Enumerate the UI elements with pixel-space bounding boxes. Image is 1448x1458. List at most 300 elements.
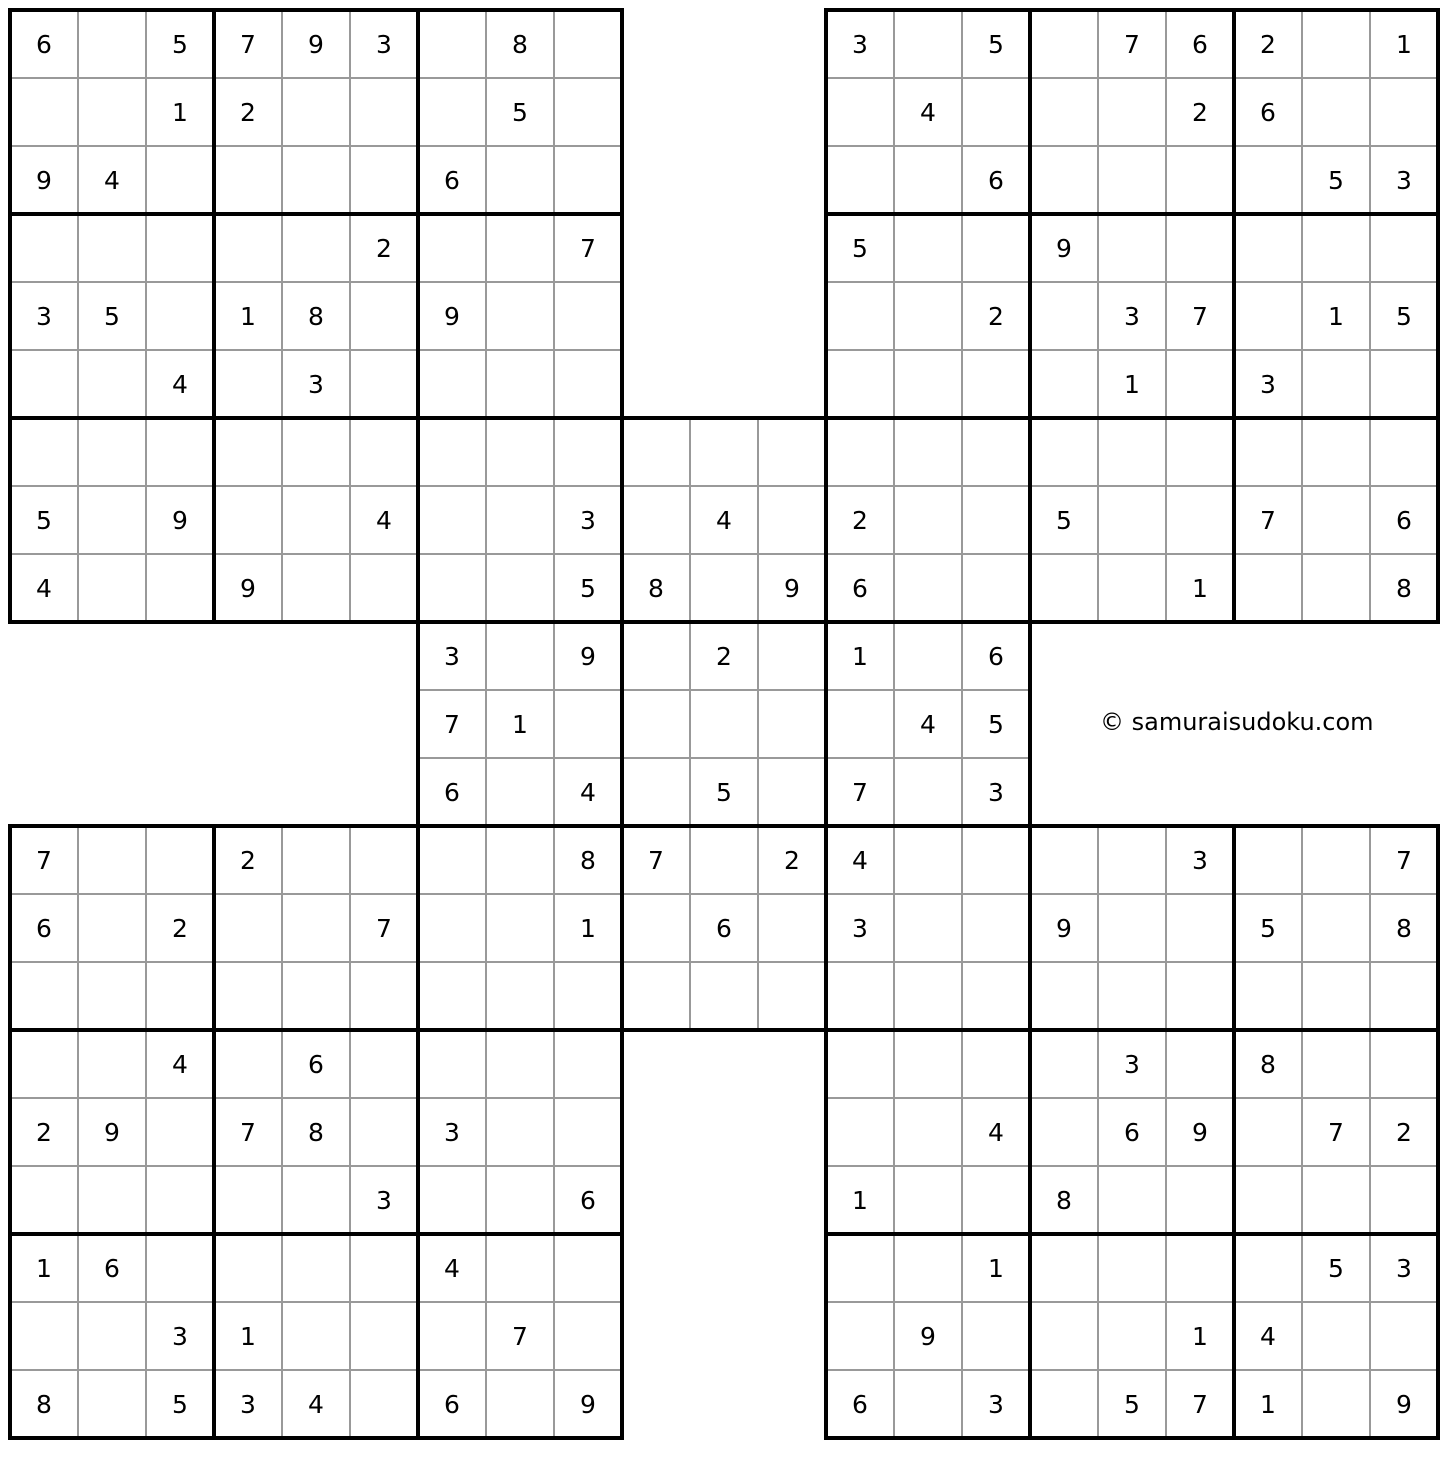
empty-cell[interactable] (758, 894, 826, 962)
given-cell: 6 (1234, 78, 1302, 146)
given-cell: 9 (78, 1098, 146, 1166)
empty-cell[interactable] (1302, 826, 1370, 894)
empty-cell[interactable] (554, 1234, 622, 1302)
empty-cell[interactable] (146, 962, 214, 1030)
empty-cell[interactable] (1030, 10, 1098, 78)
empty-cell[interactable] (1234, 962, 1302, 1030)
empty-cell[interactable] (894, 418, 962, 486)
empty-cell[interactable] (554, 1098, 622, 1166)
empty-cell[interactable] (894, 1234, 962, 1302)
empty-cell[interactable] (350, 1098, 418, 1166)
empty-cell[interactable] (418, 894, 486, 962)
empty-cell[interactable] (1302, 78, 1370, 146)
empty-cell[interactable] (418, 350, 486, 418)
empty-cell[interactable] (282, 554, 350, 622)
given-cell: 3 (554, 486, 622, 554)
empty-cell[interactable] (554, 146, 622, 214)
empty-cell[interactable] (78, 894, 146, 962)
empty-cell[interactable] (962, 1166, 1030, 1234)
empty-cell[interactable] (486, 418, 554, 486)
empty-cell[interactable] (1234, 214, 1302, 282)
given-cell: 6 (962, 146, 1030, 214)
empty-cell[interactable] (486, 622, 554, 690)
empty-cell[interactable] (1234, 1166, 1302, 1234)
empty-cell[interactable] (1098, 1166, 1166, 1234)
empty-cell[interactable] (894, 1098, 962, 1166)
empty-cell[interactable] (690, 690, 758, 758)
empty-cell[interactable] (78, 1370, 146, 1438)
given-cell: 3 (146, 1302, 214, 1370)
empty-cell[interactable] (894, 1166, 962, 1234)
given-cell: 1 (1166, 554, 1234, 622)
given-cell: 1 (1166, 1302, 1234, 1370)
empty-cell[interactable] (418, 554, 486, 622)
given-cell: 3 (826, 10, 894, 78)
given-cell: 1 (1234, 1370, 1302, 1438)
empty-cell[interactable] (1370, 1166, 1438, 1234)
empty-cell[interactable] (690, 962, 758, 1030)
empty-cell[interactable] (690, 554, 758, 622)
empty-cell[interactable] (486, 894, 554, 962)
given-cell: 1 (1302, 282, 1370, 350)
given-cell: 1 (146, 78, 214, 146)
empty-cell[interactable] (894, 10, 962, 78)
empty-cell[interactable] (1302, 214, 1370, 282)
empty-cell[interactable] (282, 146, 350, 214)
empty-cell[interactable] (1166, 418, 1234, 486)
empty-cell[interactable] (282, 826, 350, 894)
empty-cell[interactable] (962, 554, 1030, 622)
empty-cell[interactable] (554, 1302, 622, 1370)
empty-cell[interactable] (758, 758, 826, 826)
empty-cell[interactable] (826, 282, 894, 350)
empty-cell[interactable] (1370, 350, 1438, 418)
empty-cell[interactable] (826, 418, 894, 486)
empty-cell[interactable] (1234, 418, 1302, 486)
given-cell: 1 (826, 622, 894, 690)
given-cell: 9 (1030, 214, 1098, 282)
empty-cell[interactable] (1098, 962, 1166, 1030)
empty-cell[interactable] (622, 962, 690, 1030)
given-cell: 3 (1370, 146, 1438, 214)
empty-cell[interactable] (10, 1030, 78, 1098)
empty-cell[interactable] (826, 350, 894, 418)
empty-cell[interactable] (350, 1234, 418, 1302)
empty-cell[interactable] (78, 78, 146, 146)
empty-cell[interactable] (214, 1030, 282, 1098)
empty-cell[interactable] (1166, 1234, 1234, 1302)
empty-cell[interactable] (214, 350, 282, 418)
empty-cell[interactable] (1370, 418, 1438, 486)
given-cell: 5 (146, 10, 214, 78)
given-cell: 5 (962, 10, 1030, 78)
empty-cell[interactable] (214, 1234, 282, 1302)
given-cell: 4 (962, 1098, 1030, 1166)
empty-cell[interactable] (418, 962, 486, 1030)
given-cell: 9 (1030, 894, 1098, 962)
given-cell: 8 (10, 1370, 78, 1438)
given-cell: 1 (962, 1234, 1030, 1302)
empty-cell[interactable] (1030, 350, 1098, 418)
given-cell: 6 (690, 894, 758, 962)
empty-cell[interactable] (1302, 418, 1370, 486)
given-cell: 2 (214, 78, 282, 146)
given-cell: 3 (418, 1098, 486, 1166)
empty-cell[interactable] (10, 418, 78, 486)
given-cell: 2 (758, 826, 826, 894)
empty-cell[interactable] (1166, 1030, 1234, 1098)
empty-cell[interactable] (1302, 350, 1370, 418)
empty-cell[interactable] (622, 690, 690, 758)
given-cell: 5 (554, 554, 622, 622)
given-cell: 9 (146, 486, 214, 554)
empty-cell[interactable] (78, 418, 146, 486)
given-cell: 7 (1166, 282, 1234, 350)
empty-cell[interactable] (1234, 1234, 1302, 1302)
empty-cell[interactable] (418, 486, 486, 554)
empty-cell[interactable] (1370, 962, 1438, 1030)
empty-cell[interactable] (962, 1302, 1030, 1370)
empty-cell[interactable] (418, 418, 486, 486)
empty-cell[interactable] (690, 826, 758, 894)
empty-cell[interactable] (1098, 214, 1166, 282)
empty-cell[interactable] (418, 1030, 486, 1098)
empty-cell[interactable] (1098, 146, 1166, 214)
empty-cell[interactable] (214, 962, 282, 1030)
empty-cell[interactable] (146, 554, 214, 622)
empty-cell[interactable] (962, 826, 1030, 894)
given-cell: 4 (146, 350, 214, 418)
empty-cell[interactable] (78, 554, 146, 622)
given-cell: 3 (1166, 826, 1234, 894)
empty-cell[interactable] (1166, 894, 1234, 962)
given-cell: 9 (1370, 1370, 1438, 1438)
empty-cell[interactable] (10, 1166, 78, 1234)
empty-cell[interactable] (1030, 1370, 1098, 1438)
empty-cell[interactable] (758, 418, 826, 486)
empty-cell[interactable] (282, 1302, 350, 1370)
empty-cell[interactable] (1166, 146, 1234, 214)
given-cell: 6 (418, 758, 486, 826)
empty-cell[interactable] (350, 350, 418, 418)
empty-cell[interactable] (486, 1370, 554, 1438)
empty-cell[interactable] (282, 214, 350, 282)
empty-cell[interactable] (486, 282, 554, 350)
empty-cell[interactable] (1030, 282, 1098, 350)
empty-cell[interactable] (486, 1234, 554, 1302)
empty-cell[interactable] (826, 1030, 894, 1098)
empty-cell[interactable] (1302, 486, 1370, 554)
empty-cell[interactable] (962, 1030, 1030, 1098)
empty-cell[interactable] (418, 826, 486, 894)
empty-cell[interactable] (962, 894, 1030, 962)
empty-cell[interactable] (78, 10, 146, 78)
empty-cell[interactable] (622, 894, 690, 962)
empty-cell[interactable] (826, 1098, 894, 1166)
empty-cell[interactable] (1166, 1166, 1234, 1234)
empty-cell[interactable] (214, 418, 282, 486)
empty-cell[interactable] (418, 1166, 486, 1234)
empty-cell[interactable] (554, 78, 622, 146)
given-cell: 2 (962, 282, 1030, 350)
empty-cell[interactable] (486, 214, 554, 282)
empty-cell[interactable] (1098, 826, 1166, 894)
empty-cell[interactable] (1166, 486, 1234, 554)
given-cell: 2 (826, 486, 894, 554)
given-cell: 1 (486, 690, 554, 758)
empty-cell[interactable] (486, 350, 554, 418)
empty-cell[interactable] (10, 350, 78, 418)
given-cell: 5 (1302, 146, 1370, 214)
given-cell: 3 (10, 282, 78, 350)
empty-cell[interactable] (1370, 1302, 1438, 1370)
given-cell: 8 (1370, 554, 1438, 622)
empty-cell[interactable] (1030, 1098, 1098, 1166)
empty-cell[interactable] (146, 1234, 214, 1302)
empty-cell[interactable] (826, 962, 894, 1030)
empty-cell[interactable] (826, 78, 894, 146)
empty-cell[interactable] (146, 418, 214, 486)
empty-cell[interactable] (418, 78, 486, 146)
empty-cell[interactable] (10, 78, 78, 146)
empty-cell[interactable] (418, 214, 486, 282)
empty-cell[interactable] (1030, 962, 1098, 1030)
empty-cell[interactable] (1234, 1098, 1302, 1166)
empty-cell[interactable] (486, 554, 554, 622)
empty-cell[interactable] (1166, 214, 1234, 282)
empty-cell[interactable] (894, 1370, 962, 1438)
empty-cell[interactable] (78, 350, 146, 418)
empty-cell[interactable] (894, 146, 962, 214)
empty-cell[interactable] (486, 1098, 554, 1166)
empty-cell[interactable] (962, 962, 1030, 1030)
empty-cell[interactable] (418, 1302, 486, 1370)
empty-cell[interactable] (214, 486, 282, 554)
empty-cell[interactable] (622, 758, 690, 826)
empty-cell[interactable] (758, 486, 826, 554)
empty-cell[interactable] (1098, 1302, 1166, 1370)
empty-cell[interactable] (78, 1166, 146, 1234)
empty-cell[interactable] (350, 554, 418, 622)
given-cell: 6 (554, 1166, 622, 1234)
empty-cell[interactable] (282, 1234, 350, 1302)
empty-cell[interactable] (554, 350, 622, 418)
empty-cell[interactable] (1098, 418, 1166, 486)
empty-cell[interactable] (758, 962, 826, 1030)
empty-cell[interactable] (214, 894, 282, 962)
empty-cell[interactable] (78, 486, 146, 554)
empty-cell[interactable] (554, 282, 622, 350)
empty-cell[interactable] (894, 622, 962, 690)
empty-cell[interactable] (962, 78, 1030, 146)
empty-cell[interactable] (146, 1166, 214, 1234)
empty-cell[interactable] (1030, 1302, 1098, 1370)
empty-cell[interactable] (894, 214, 962, 282)
empty-cell[interactable] (894, 1030, 962, 1098)
empty-cell[interactable] (1030, 554, 1098, 622)
empty-cell[interactable] (350, 826, 418, 894)
empty-cell[interactable] (1166, 962, 1234, 1030)
empty-cell[interactable] (826, 690, 894, 758)
empty-cell[interactable] (894, 282, 962, 350)
empty-cell[interactable] (1098, 1234, 1166, 1302)
empty-cell[interactable] (486, 146, 554, 214)
empty-cell[interactable] (282, 418, 350, 486)
empty-cell[interactable] (214, 214, 282, 282)
given-cell: 9 (554, 1370, 622, 1438)
empty-cell[interactable] (962, 486, 1030, 554)
empty-cell[interactable] (758, 690, 826, 758)
empty-cell[interactable] (1030, 78, 1098, 146)
empty-cell[interactable] (1302, 10, 1370, 78)
empty-cell[interactable] (1030, 826, 1098, 894)
empty-cell[interactable] (1302, 962, 1370, 1030)
empty-cell[interactable] (1098, 486, 1166, 554)
empty-cell[interactable] (1370, 1030, 1438, 1098)
given-cell: 8 (486, 10, 554, 78)
empty-cell[interactable] (622, 418, 690, 486)
empty-cell[interactable] (78, 962, 146, 1030)
empty-cell[interactable] (894, 962, 962, 1030)
empty-cell[interactable] (1302, 1030, 1370, 1098)
given-cell: 2 (1234, 10, 1302, 78)
empty-cell[interactable] (78, 826, 146, 894)
empty-cell[interactable] (1302, 894, 1370, 962)
empty-cell[interactable] (1234, 146, 1302, 214)
empty-cell[interactable] (1234, 554, 1302, 622)
empty-cell[interactable] (1030, 1234, 1098, 1302)
empty-cell[interactable] (554, 418, 622, 486)
empty-cell[interactable] (486, 758, 554, 826)
given-cell: 8 (282, 1098, 350, 1166)
empty-cell[interactable] (10, 214, 78, 282)
given-cell: 4 (894, 690, 962, 758)
given-cell: 3 (1234, 350, 1302, 418)
given-cell: 2 (1370, 1098, 1438, 1166)
copyright-label: © samuraisudoku.com (1100, 708, 1374, 736)
empty-cell[interactable] (486, 1030, 554, 1098)
given-cell: 3 (1098, 282, 1166, 350)
empty-cell[interactable] (1302, 1370, 1370, 1438)
empty-cell[interactable] (554, 10, 622, 78)
empty-cell[interactable] (826, 146, 894, 214)
empty-cell[interactable] (350, 146, 418, 214)
given-cell: 5 (486, 78, 554, 146)
given-cell: 4 (78, 146, 146, 214)
empty-cell[interactable] (894, 554, 962, 622)
empty-cell[interactable] (894, 486, 962, 554)
empty-cell[interactable] (282, 486, 350, 554)
empty-cell[interactable] (486, 826, 554, 894)
empty-cell[interactable] (350, 1302, 418, 1370)
empty-cell[interactable] (826, 1234, 894, 1302)
given-cell: 7 (10, 826, 78, 894)
empty-cell[interactable] (1302, 1302, 1370, 1370)
empty-cell[interactable] (1030, 1030, 1098, 1098)
empty-cell[interactable] (962, 418, 1030, 486)
empty-cell[interactable] (962, 350, 1030, 418)
given-cell: 3 (962, 758, 1030, 826)
empty-cell[interactable] (894, 758, 962, 826)
empty-cell[interactable] (894, 894, 962, 962)
empty-cell[interactable] (1030, 418, 1098, 486)
empty-cell[interactable] (350, 282, 418, 350)
given-cell: 3 (418, 622, 486, 690)
empty-cell[interactable] (282, 1166, 350, 1234)
empty-cell[interactable] (486, 962, 554, 1030)
empty-cell[interactable] (894, 350, 962, 418)
empty-cell[interactable] (282, 78, 350, 146)
empty-cell[interactable] (1234, 282, 1302, 350)
empty-cell[interactable] (554, 962, 622, 1030)
empty-cell[interactable] (350, 1030, 418, 1098)
given-cell: 9 (10, 146, 78, 214)
empty-cell[interactable] (894, 826, 962, 894)
empty-cell[interactable] (146, 826, 214, 894)
empty-cell[interactable] (78, 1302, 146, 1370)
empty-cell[interactable] (146, 282, 214, 350)
given-cell: 4 (1234, 1302, 1302, 1370)
empty-cell[interactable] (350, 962, 418, 1030)
given-cell: 7 (418, 690, 486, 758)
empty-cell[interactable] (78, 214, 146, 282)
given-cell: 4 (10, 554, 78, 622)
empty-cell[interactable] (78, 1030, 146, 1098)
given-cell: 6 (962, 622, 1030, 690)
empty-cell[interactable] (1370, 78, 1438, 146)
empty-cell[interactable] (486, 1166, 554, 1234)
empty-cell[interactable] (1098, 78, 1166, 146)
empty-cell[interactable] (1166, 350, 1234, 418)
empty-cell[interactable] (282, 962, 350, 1030)
empty-cell[interactable] (962, 214, 1030, 282)
empty-cell[interactable] (350, 418, 418, 486)
given-cell: 6 (10, 10, 78, 78)
empty-cell[interactable] (622, 486, 690, 554)
given-cell: 6 (826, 554, 894, 622)
given-cell: 9 (894, 1302, 962, 1370)
given-cell: 7 (554, 214, 622, 282)
empty-cell[interactable] (622, 622, 690, 690)
given-cell: 2 (690, 622, 758, 690)
empty-cell[interactable] (758, 622, 826, 690)
empty-cell[interactable] (10, 962, 78, 1030)
empty-cell[interactable] (554, 690, 622, 758)
empty-cell[interactable] (350, 78, 418, 146)
empty-cell[interactable] (1370, 214, 1438, 282)
empty-cell[interactable] (690, 418, 758, 486)
empty-cell[interactable] (10, 1302, 78, 1370)
empty-cell[interactable] (418, 10, 486, 78)
empty-cell[interactable] (1098, 554, 1166, 622)
empty-cell[interactable] (1302, 1166, 1370, 1234)
empty-cell[interactable] (1302, 554, 1370, 622)
empty-cell[interactable] (214, 1166, 282, 1234)
empty-cell[interactable] (146, 214, 214, 282)
empty-cell[interactable] (486, 486, 554, 554)
empty-cell[interactable] (214, 146, 282, 214)
empty-cell[interactable] (826, 1302, 894, 1370)
empty-cell[interactable] (282, 894, 350, 962)
empty-cell[interactable] (1234, 826, 1302, 894)
given-cell: 5 (146, 1370, 214, 1438)
empty-cell[interactable] (1030, 146, 1098, 214)
empty-cell[interactable] (1098, 894, 1166, 962)
empty-cell[interactable] (554, 1030, 622, 1098)
empty-cell[interactable] (350, 1370, 418, 1438)
empty-cell[interactable] (146, 1098, 214, 1166)
empty-cell[interactable] (146, 146, 214, 214)
